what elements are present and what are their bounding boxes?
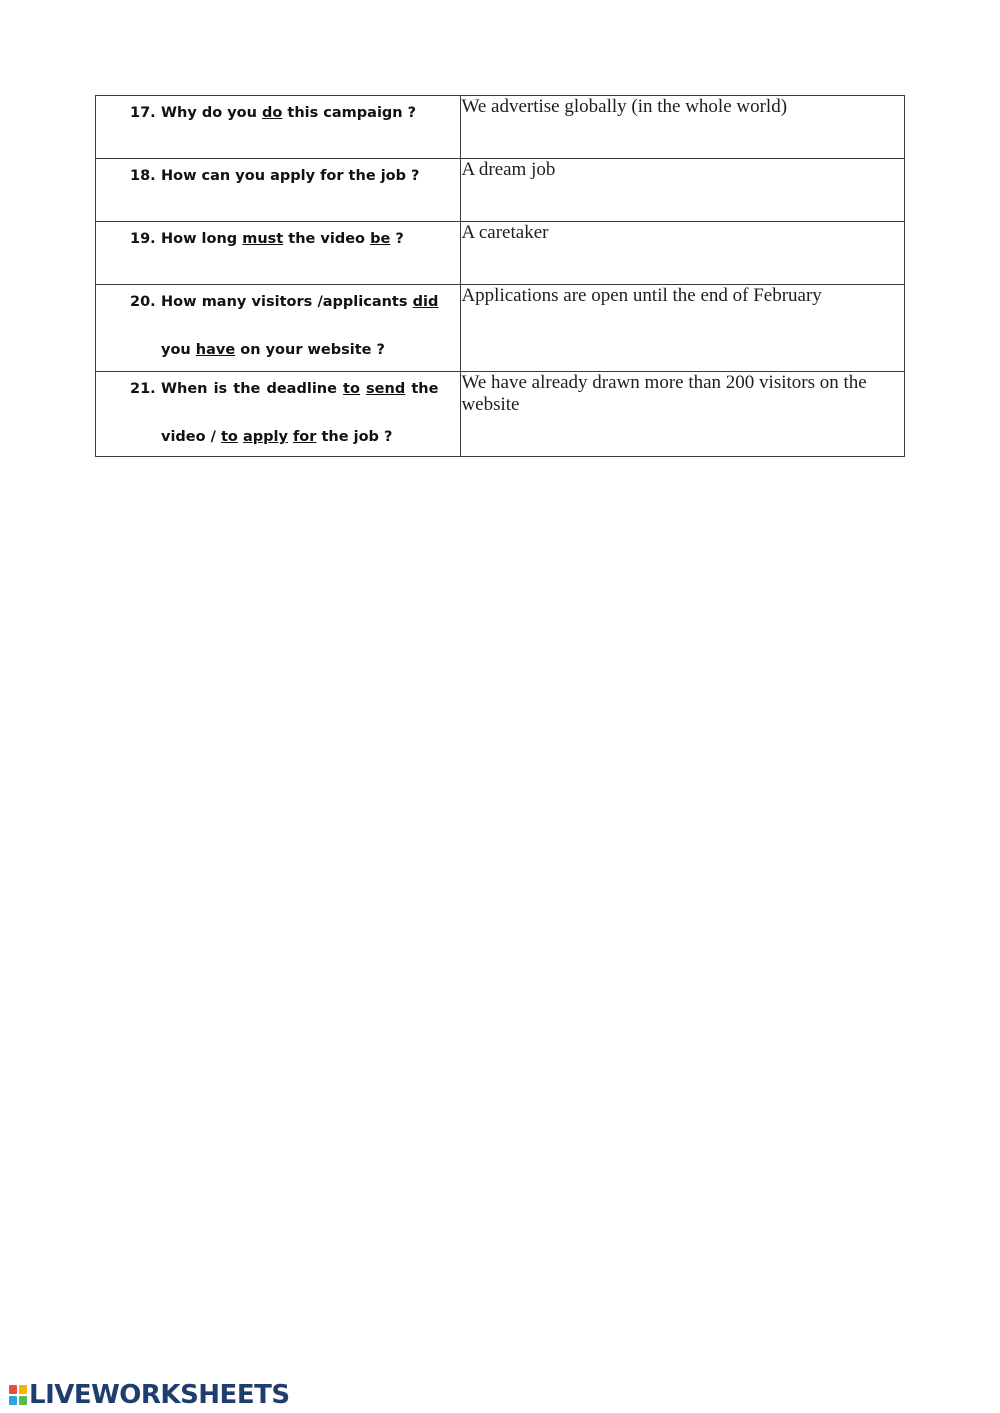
question-word: many (201, 294, 247, 310)
underlined-word: have (195, 342, 236, 358)
table-row (96, 285, 905, 372)
underlined-word: send (366, 381, 406, 397)
question-segment: ? (390, 231, 404, 247)
question-segment: this campaign ? (282, 105, 417, 121)
logo-block (9, 1396, 17, 1405)
question-text (161, 292, 438, 312)
question-segment: on your website ? (235, 342, 385, 358)
answer-cell[interactable]: We have already drawn more than 200 visitors on the website (461, 372, 905, 457)
question-continuation (96, 340, 460, 360)
question-segment: How long (161, 231, 243, 247)
question-cell (96, 222, 461, 285)
question-segment: How can you apply for the job ? (161, 168, 420, 184)
question-continuation (96, 427, 460, 447)
underlined-word: be (370, 231, 391, 247)
underlined-word: do (262, 105, 283, 121)
question-cell (96, 96, 461, 159)
question-word: is (213, 381, 228, 397)
question-word: the (411, 381, 439, 397)
logo-block (9, 1385, 17, 1394)
question-cell (96, 285, 461, 372)
question-segment: Why do you (161, 105, 262, 121)
question-text (161, 229, 438, 249)
table-row (96, 96, 905, 159)
question-number: 18. (130, 168, 156, 184)
logo-wordmark: LIVEWORKSHEETS (29, 1380, 290, 1410)
answer-cell[interactable]: We advertise globally (in the whole world) (461, 96, 905, 159)
question-segment: video / (161, 429, 221, 445)
question-word: deadline (266, 381, 337, 397)
question-segment: you (161, 342, 196, 358)
underlined-word: must (242, 231, 284, 247)
question-number: 19. (130, 231, 156, 247)
question-number: 17. (130, 105, 156, 121)
question-word: /applicants (317, 294, 408, 310)
logo-block (19, 1385, 27, 1394)
table-row (96, 372, 905, 457)
question-word: the (233, 381, 261, 397)
underlined-word: to (343, 381, 360, 397)
liveworksheets-logo (9, 1382, 290, 1408)
underlined-word: apply (242, 429, 288, 445)
table-row (96, 159, 905, 222)
question-number: 20. (130, 294, 156, 310)
question-segment: the job ? (316, 429, 393, 445)
logo-block (19, 1396, 27, 1405)
question-text (161, 103, 438, 123)
answer-cell[interactable]: A dream job (461, 159, 905, 222)
question-word: visitors (251, 294, 313, 310)
question-word: When (161, 381, 208, 397)
underlined-word: to (221, 429, 238, 445)
answer-cell[interactable]: Applications are open until the end of February (461, 285, 905, 372)
worksheet-table (95, 95, 905, 457)
question-word: How (161, 294, 197, 310)
question-number: 21. (130, 381, 156, 397)
question-text (161, 379, 438, 399)
answer-cell[interactable]: A caretaker (461, 222, 905, 285)
underlined-word: for (293, 429, 317, 445)
question-cell (96, 372, 461, 457)
question-segment: the video (283, 231, 371, 247)
question-cell (96, 159, 461, 222)
table-row (96, 222, 905, 285)
question-text (161, 166, 438, 186)
underlined-word: did (412, 294, 439, 310)
logo-blocks-icon (9, 1385, 27, 1405)
